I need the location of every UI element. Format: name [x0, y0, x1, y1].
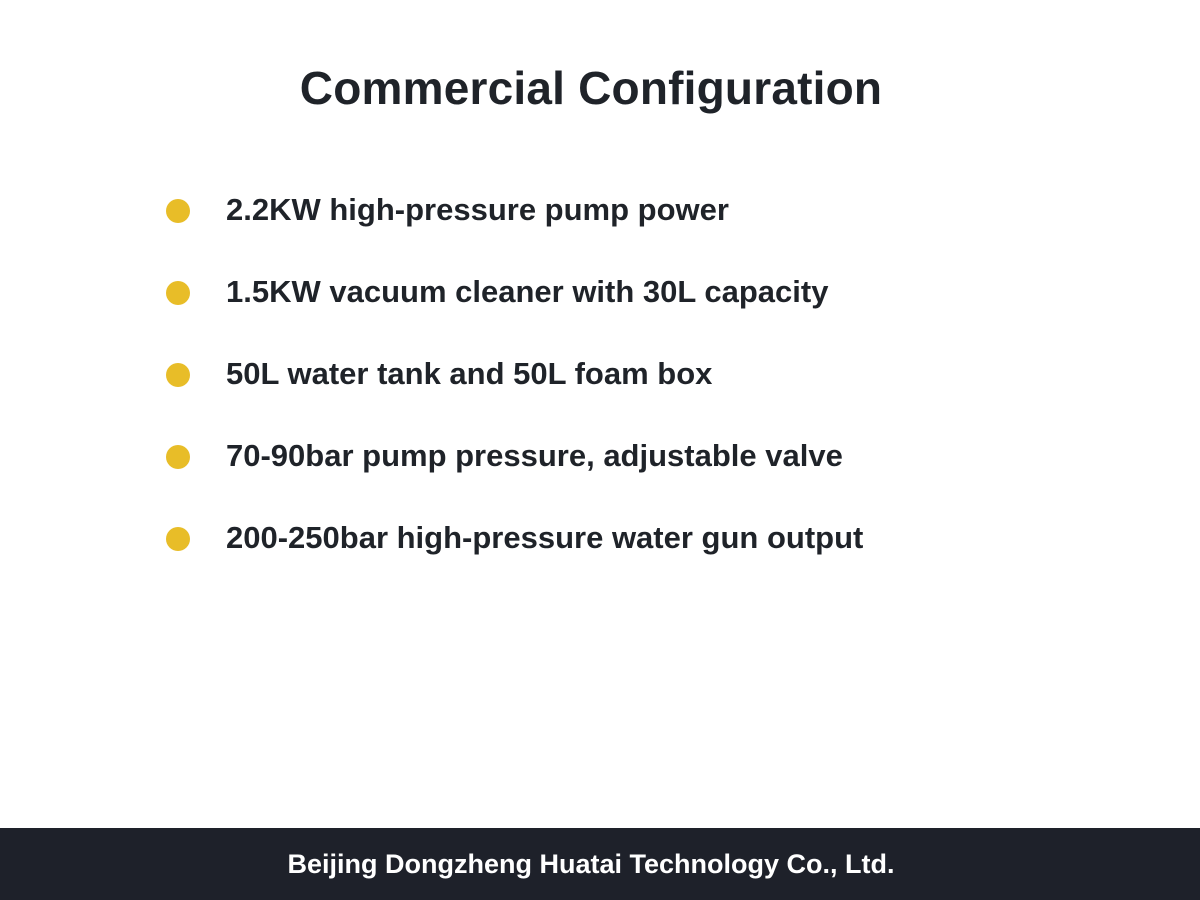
feature-text: 1.5KW vacuum cleaner with 30L capacity	[226, 274, 829, 309]
bullet-dot-icon	[166, 445, 190, 469]
page-title: Commercial Configuration	[299, 62, 883, 114]
footer-bar	[0, 828, 1200, 900]
company-name: Beijing Dongzheng Huatai Technology Co., Ltd.	[287, 849, 895, 879]
feature-text: 70-90bar pump pressure, adjustable valve	[226, 438, 843, 473]
bullet-dot-icon	[166, 527, 190, 551]
bullet-dot-icon	[166, 363, 190, 387]
bullet-dot-icon	[166, 281, 190, 305]
feature-text: 200-250bar high-pressure water gun output	[226, 520, 864, 555]
feature-text: 2.2KW high-pressure pump power	[226, 192, 729, 227]
bullet-dot-icon	[166, 199, 190, 223]
feature-text: 50L water tank and 50L foam box	[226, 356, 713, 391]
